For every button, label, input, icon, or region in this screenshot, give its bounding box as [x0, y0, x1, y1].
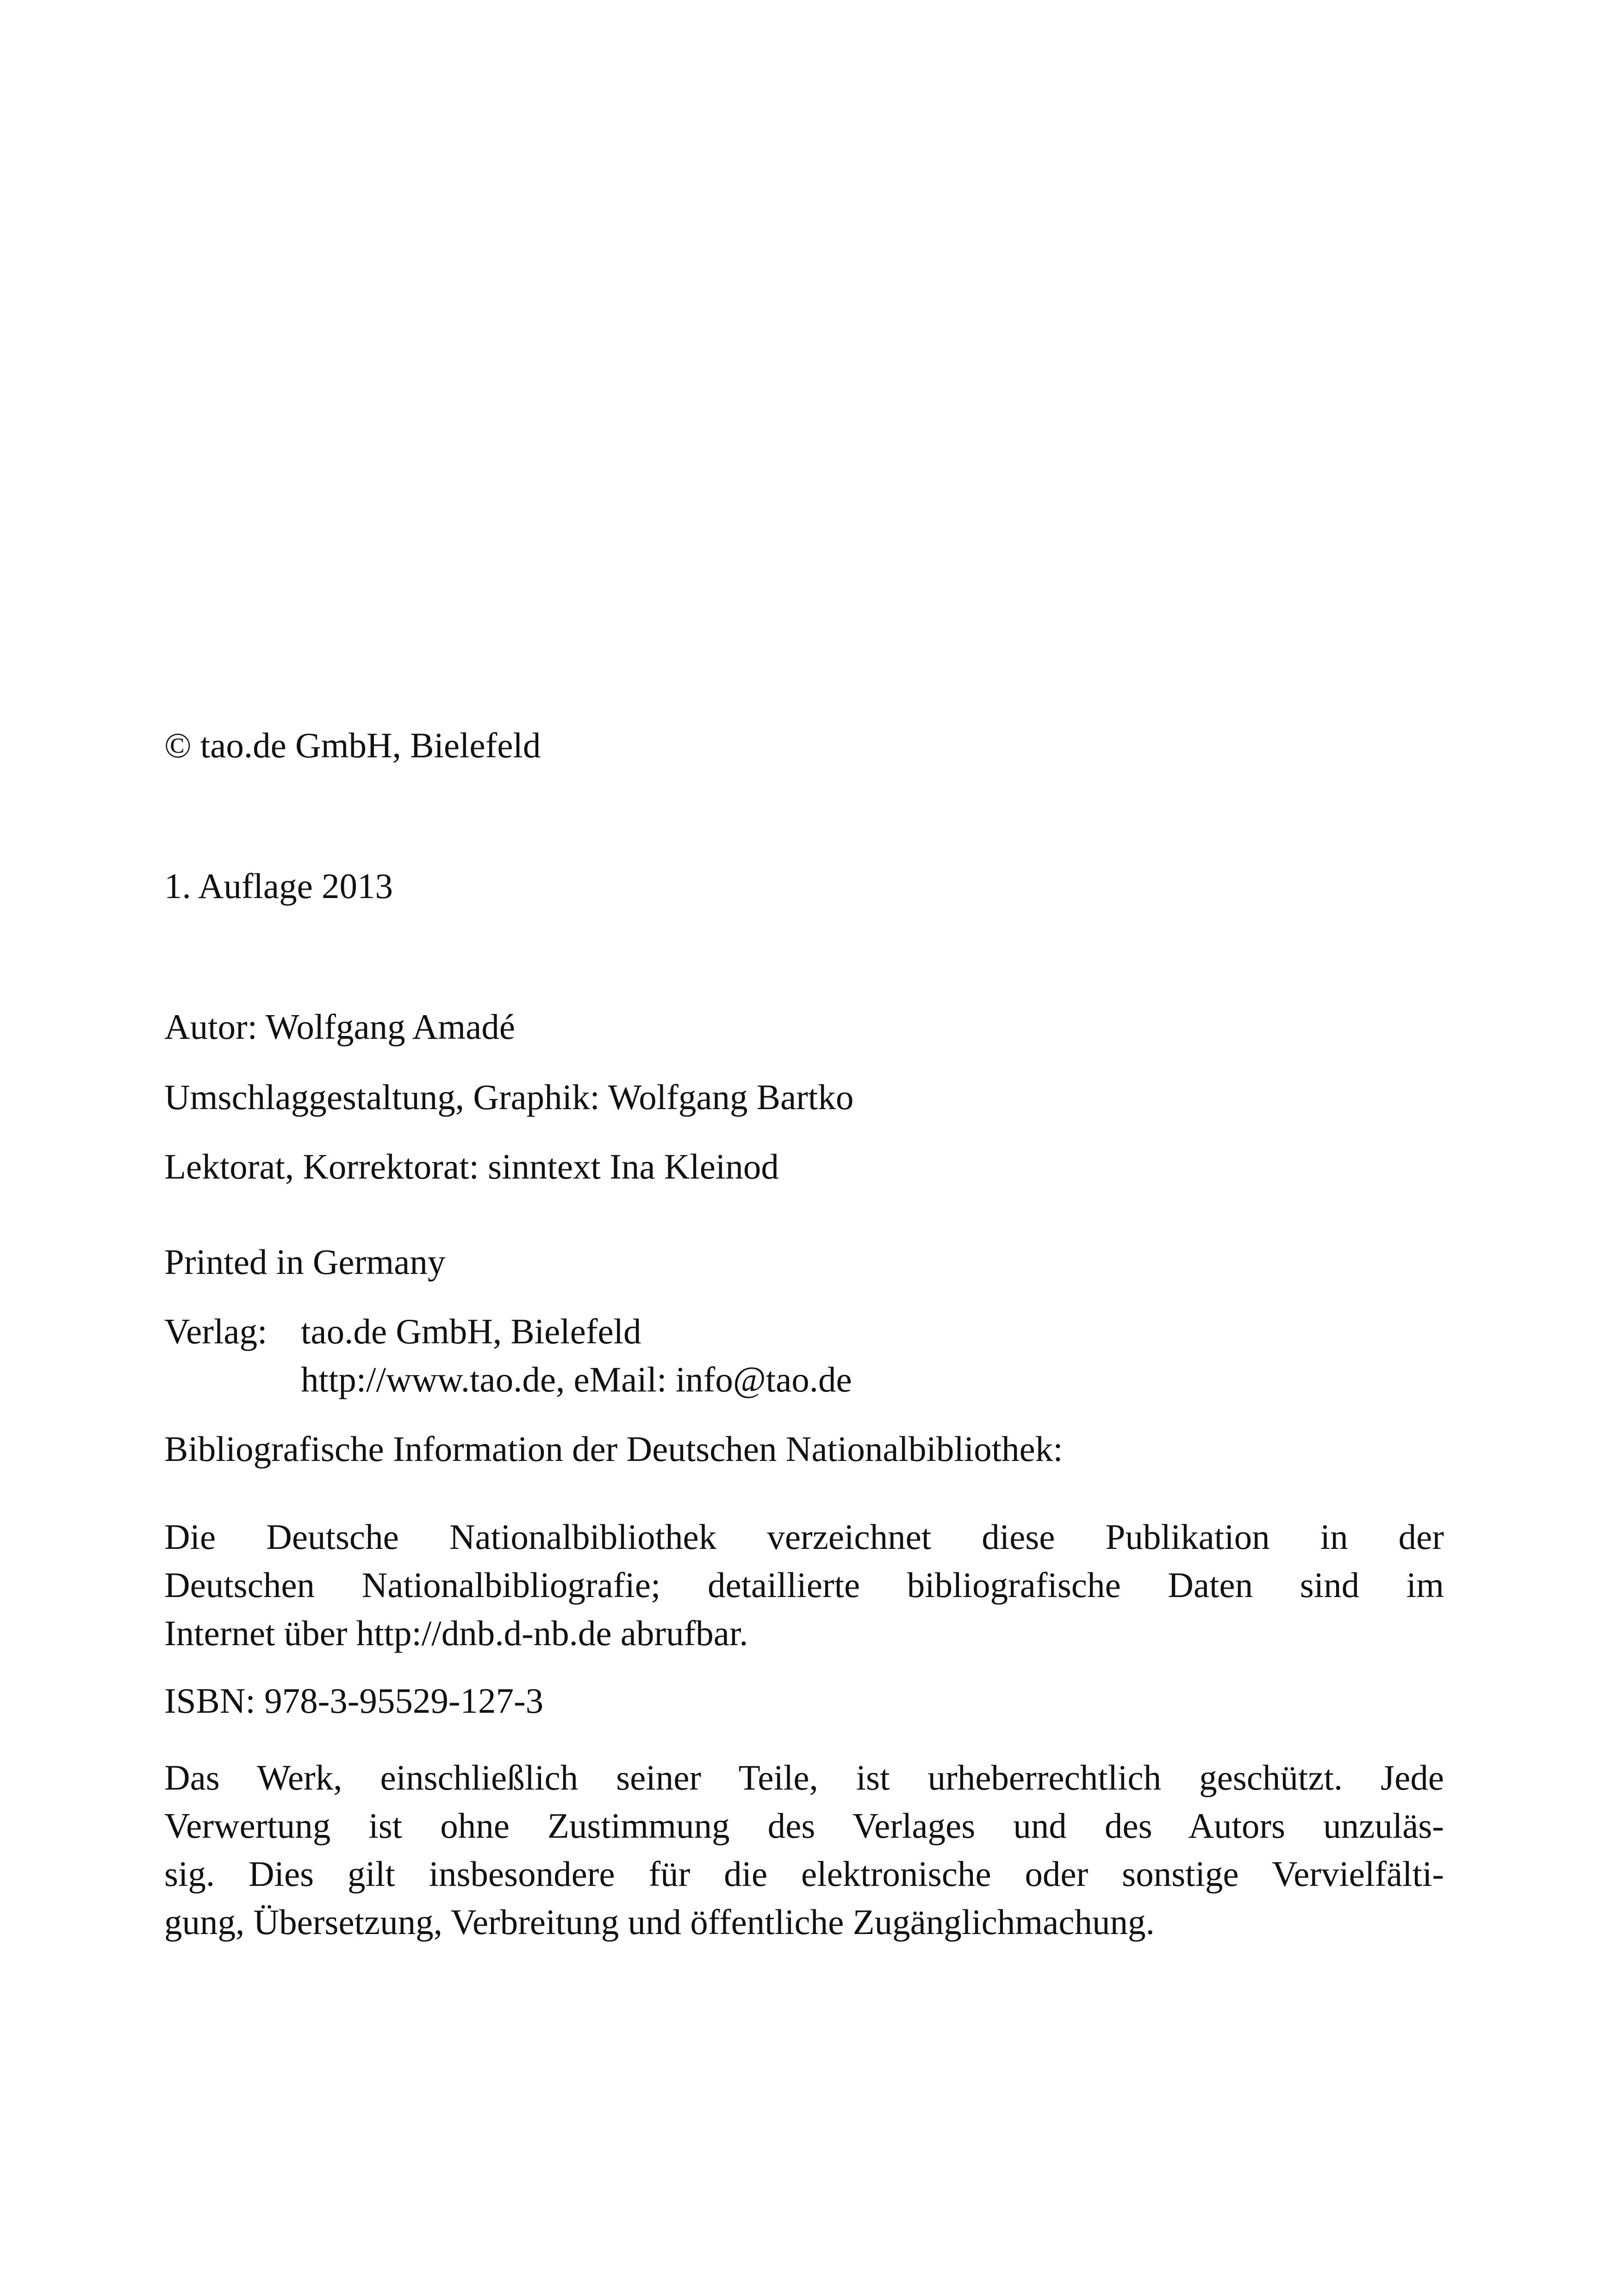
printed-line: Printed in Germany: [164, 1242, 446, 1282]
publisher-label: Verlag:: [164, 1311, 268, 1351]
publisher-name: tao.de GmbH, Bielefeld: [301, 1311, 641, 1351]
rights-line-1: Das Werk, einschließlich seiner Teile, ist urheberrechtlich geschützt. Jede: [164, 1758, 1444, 1797]
bibliographic-line-2: Deutschen Nationalbibliografie; detaillierte bibliografische Daten sind im: [164, 1565, 1444, 1605]
bibliographic-line-1: Die Deutsche Nationalbibliothek verzeichnet diese Publikation in der: [164, 1517, 1444, 1557]
cover-design-line: Umschlaggestaltung, Graphik: Wolfgang Bartko: [164, 1077, 854, 1117]
rights-line-2: Verwertung ist ohne Zustimmung des Verlages und des Autors unzuläs-: [164, 1806, 1444, 1846]
isbn-line: ISBN: 978-3-95529-127-3: [164, 1681, 544, 1721]
edition-line: 1. Auflage 2013: [164, 866, 393, 906]
rights-line-4: gung, Übersetzung, Verbreitung und öffentliche Zugänglichmachung.: [164, 1902, 1155, 1942]
publisher-contact: http://www.tao.de, eMail: info@tao.de: [301, 1360, 852, 1399]
editing-line: Lektorat, Korrektorat: sinntext Ina Kleinod: [164, 1147, 779, 1186]
bibliographic-line-3: Internet über http://dnb.d-nb.de abrufbar.: [164, 1613, 748, 1653]
bibliographic-heading: Bibliografische Information der Deutschen Nationalbibliothek:: [164, 1429, 1063, 1469]
rights-paragraph: [164, 1753, 1444, 1946]
author-line: Autor: Wolfgang Amadé: [164, 1007, 515, 1047]
copyright-line: © tao.de GmbH, Bielefeld: [164, 725, 541, 765]
bibliographic-paragraph: [164, 1513, 1444, 1657]
rights-line-3: sig. Dies gilt insbesondere für die elektronische oder sonstige Vervielfälti-: [164, 1854, 1444, 1894]
